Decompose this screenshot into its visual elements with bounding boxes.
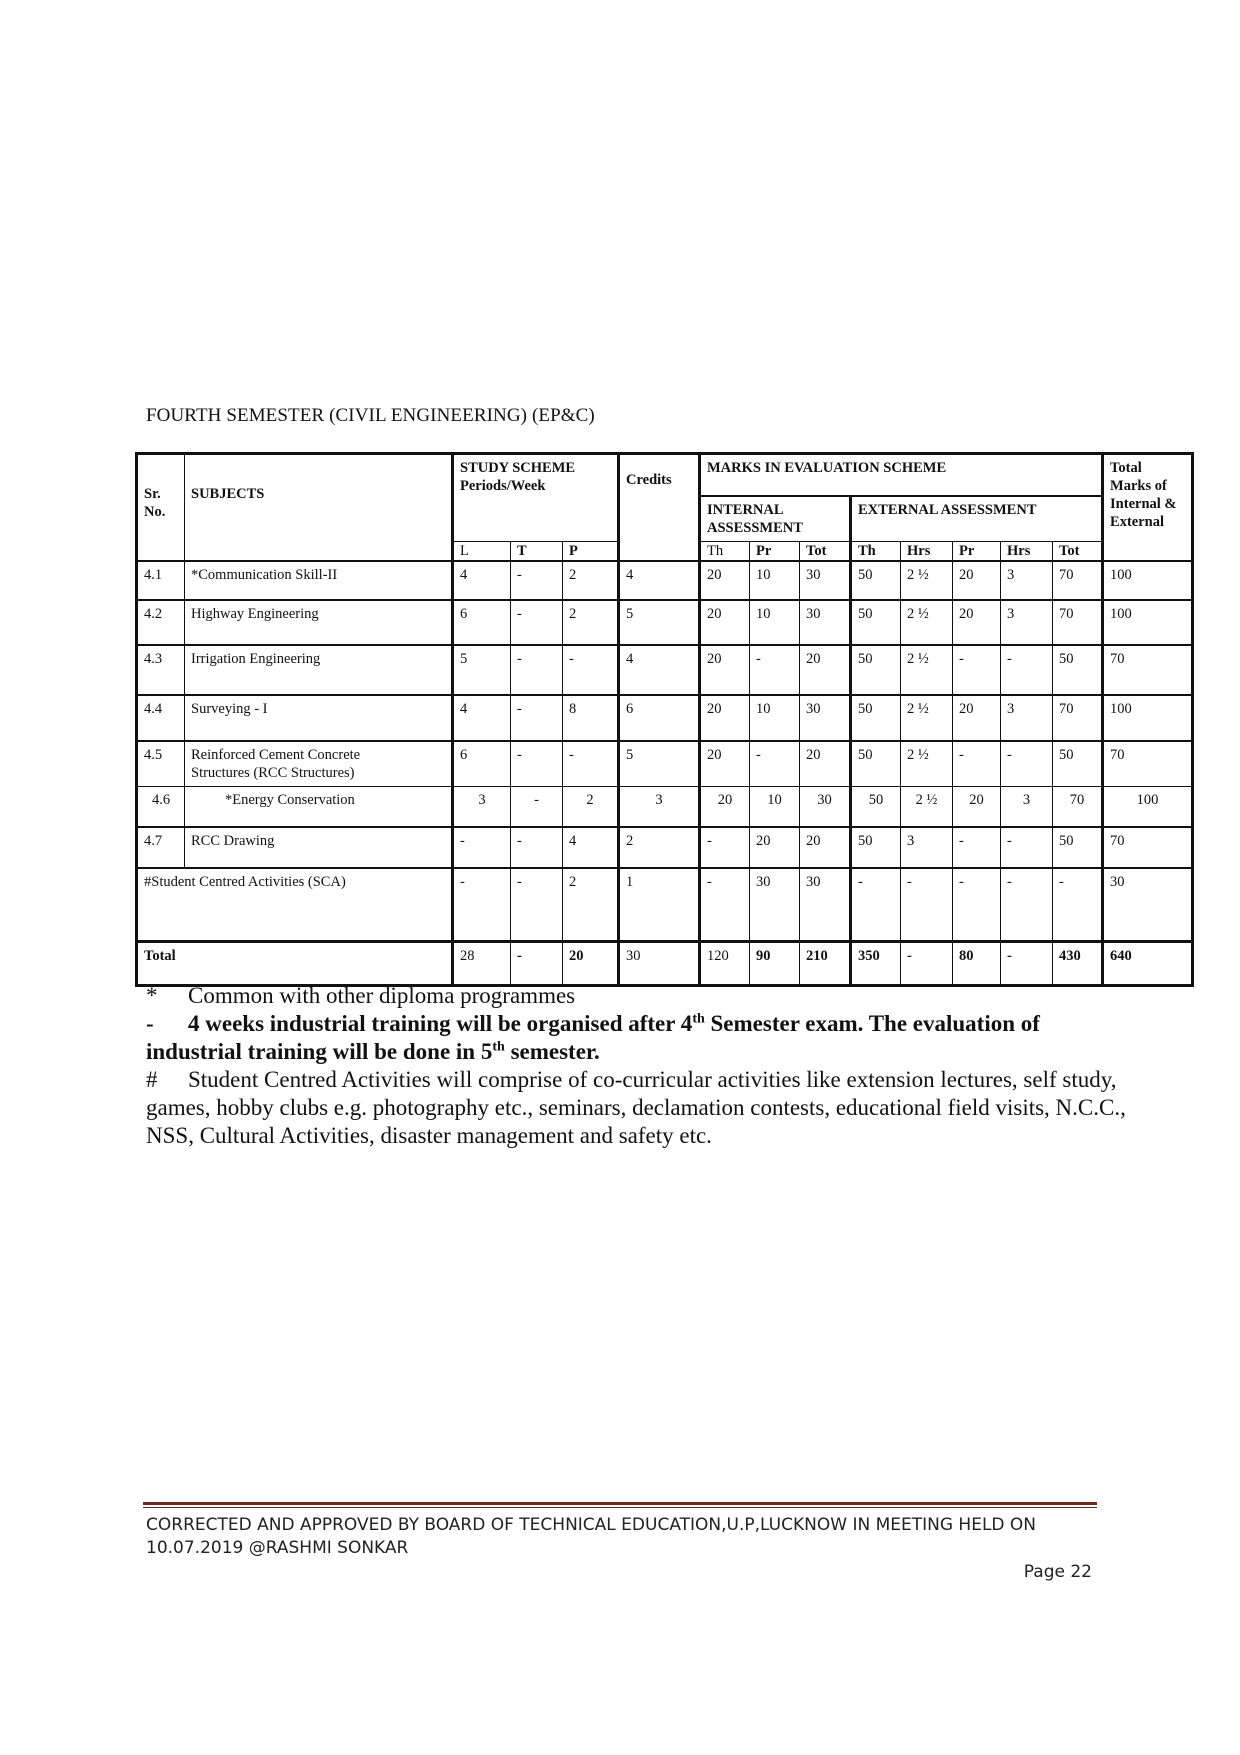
- external-hrs-cell: 2 ½: [901, 695, 953, 741]
- total-cell: 70: [1103, 741, 1193, 787]
- sr-cell: 4.4: [137, 695, 185, 741]
- footer-rule-thin: [143, 1507, 1097, 1508]
- subject-row: [137, 561, 1193, 600]
- l-cell: 5: [453, 645, 511, 695]
- p-cell: 2: [563, 561, 619, 600]
- credits-cell: 6: [619, 695, 700, 741]
- external-pr-cell: -: [953, 645, 1001, 695]
- internal-th-cell: 20: [700, 787, 750, 827]
- credits-cell: 3: [619, 787, 700, 827]
- note-superscript: th: [692, 1011, 705, 1027]
- internal-tot-cell: 210: [800, 942, 851, 986]
- credits-cell: 2: [619, 827, 700, 868]
- t-cell: -: [511, 942, 563, 986]
- subject-cell: *Energy Conservation: [185, 787, 453, 827]
- internal-pr-cell: -: [750, 645, 800, 695]
- note-text: Student Centred Activities will comprise of co-curricular activities like extension lectures, self study, games, hobby clubs e.g. photography etc., seminars, declamation contests, educational field visits, N.C.C., NSS, Cultural Activities, disaster management and safety etc.: [146, 1067, 1126, 1148]
- external-hrs-cell: -: [901, 942, 953, 986]
- subject-row: [137, 600, 1193, 645]
- total-label: Total: [137, 942, 453, 986]
- external-pr-cell: 20: [953, 695, 1001, 741]
- header-t: T: [511, 541, 563, 561]
- internal-pr-cell: 90: [750, 942, 800, 986]
- external-th-cell: 50: [851, 695, 901, 741]
- external-tot-cell: 430: [1053, 942, 1103, 986]
- t-cell: -: [511, 827, 563, 868]
- l-cell: 4: [453, 695, 511, 741]
- credits-cell: 1: [619, 868, 700, 942]
- header-internal-th: Th: [700, 541, 750, 561]
- header-external-tot: Tot: [1053, 541, 1103, 561]
- subject-cell: Reinforced Cement Concrete Structures (RCC Structures): [185, 741, 453, 787]
- internal-th-cell: 20: [700, 645, 750, 695]
- sr-cell: 4.3: [137, 645, 185, 695]
- external-hrs2-cell: -: [1001, 868, 1053, 942]
- credits-cell: 5: [619, 600, 700, 645]
- total-cell: 70: [1103, 645, 1193, 695]
- internal-pr-cell: 10: [750, 561, 800, 600]
- internal-th-cell: 20: [700, 561, 750, 600]
- header-internal-pr: Pr: [750, 541, 800, 561]
- total-cell: 100: [1103, 600, 1193, 645]
- credits-cell: 4: [619, 561, 700, 600]
- subject-row: [137, 741, 1193, 787]
- subject-cell: Highway Engineering: [185, 600, 453, 645]
- sr-cell: 4.6: [137, 787, 185, 827]
- external-hrs2-cell: 3: [1001, 695, 1053, 741]
- external-hrs-cell: 2 ½: [901, 741, 953, 787]
- p-cell: -: [563, 645, 619, 695]
- header-l: L: [453, 541, 511, 561]
- total-row: [137, 942, 1193, 986]
- t-cell: -: [511, 600, 563, 645]
- subject-cell: Irrigation Engineering: [185, 645, 453, 695]
- external-hrs-cell: 2 ½: [901, 787, 953, 827]
- external-tot-cell: 70: [1053, 695, 1103, 741]
- t-cell: -: [511, 561, 563, 600]
- external-tot-cell: 70: [1053, 561, 1103, 600]
- external-pr-cell: -: [953, 868, 1001, 942]
- l-cell: 28: [453, 942, 511, 986]
- t-cell: -: [511, 695, 563, 741]
- sca-label: #Student Centred Activities (SCA): [137, 868, 453, 942]
- subject-cell: Surveying - I: [185, 695, 453, 741]
- total-cell: 70: [1103, 827, 1193, 868]
- page-heading: FOURTH SEMESTER (CIVIL ENGINEERING) (EP&C): [146, 405, 595, 426]
- internal-tot-cell: 30: [800, 600, 851, 645]
- internal-pr-cell: 20: [750, 827, 800, 868]
- external-pr-cell: -: [953, 827, 1001, 868]
- external-th-cell: -: [851, 868, 901, 942]
- external-tot-cell: 50: [1053, 645, 1103, 695]
- internal-pr-cell: -: [750, 741, 800, 787]
- sr-cell: 4.2: [137, 600, 185, 645]
- external-tot-cell: 70: [1053, 787, 1103, 827]
- external-hrs-cell: 2 ½: [901, 645, 953, 695]
- external-th-cell: 50: [851, 827, 901, 868]
- external-pr-cell: 20: [953, 787, 1001, 827]
- internal-tot-cell: 30: [800, 695, 851, 741]
- internal-th-cell: -: [700, 827, 750, 868]
- external-th-cell: 50: [851, 787, 901, 827]
- external-hrs2-cell: 3: [1001, 787, 1053, 827]
- total-cell: 640: [1103, 942, 1193, 986]
- internal-th-cell: 20: [700, 741, 750, 787]
- header-total-marks: Total Marks of Internal & External: [1103, 454, 1193, 561]
- total-cell: 100: [1103, 561, 1193, 600]
- external-pr-cell: 80: [953, 942, 1001, 986]
- external-tot-cell: -: [1053, 868, 1103, 942]
- external-tot-cell: 70: [1053, 600, 1103, 645]
- internal-tot-cell: 20: [800, 741, 851, 787]
- external-hrs2-cell: -: [1001, 827, 1053, 868]
- internal-th-cell: 20: [700, 600, 750, 645]
- external-pr-cell: 20: [953, 600, 1001, 645]
- header-sr-no: Sr. No.: [137, 454, 185, 561]
- internal-th-cell: -: [700, 868, 750, 942]
- total-cell: 30: [1103, 868, 1193, 942]
- internal-pr-cell: 10: [750, 600, 800, 645]
- external-th-cell: 50: [851, 741, 901, 787]
- p-cell: 2: [563, 868, 619, 942]
- header-external-hrs-2: Hrs: [1001, 541, 1053, 561]
- l-cell: 4: [453, 561, 511, 600]
- subject-cell: *Communication Skill-II: [185, 561, 453, 600]
- external-hrs-cell: 3: [901, 827, 953, 868]
- external-hrs-cell: -: [901, 868, 953, 942]
- note-text: Semester exam. The evaluation of industrial training will be done in 5: [146, 1011, 1040, 1064]
- external-th-cell: 50: [851, 600, 901, 645]
- footer-text: CORRECTED AND APPROVED BY BOARD OF TECHNICAL EDUCATION,U.P,LUCKNOW IN MEETING HELD ON 10.07.2019 @RASHMI SONKAR: [146, 1515, 1037, 1558]
- note-text: Common with other diploma programmes: [188, 983, 576, 1008]
- p-cell: 4: [563, 827, 619, 868]
- external-hrs2-cell: 3: [1001, 561, 1053, 600]
- internal-tot-cell: 20: [800, 645, 851, 695]
- sr-cell: 4.7: [137, 827, 185, 868]
- internal-th-cell: 20: [700, 695, 750, 741]
- t-cell: -: [511, 741, 563, 787]
- p-cell: 2: [563, 787, 619, 827]
- footer-rule: [143, 1502, 1097, 1505]
- internal-tot-cell: 30: [800, 787, 851, 827]
- l-cell: 3: [453, 787, 511, 827]
- header-external-pr: Pr: [953, 541, 1001, 561]
- page-number: Page 22: [1023, 1562, 1092, 1582]
- l-cell: 6: [453, 600, 511, 645]
- internal-tot-cell: 20: [800, 827, 851, 868]
- note-marker: *: [146, 983, 158, 1008]
- note-superscript: th: [492, 1039, 505, 1055]
- subject-cell: RCC Drawing: [185, 827, 453, 868]
- sr-cell: 4.5: [137, 741, 185, 787]
- external-tot-cell: 50: [1053, 741, 1103, 787]
- sca-row: [137, 868, 1193, 942]
- header-subjects: SUBJECTS: [185, 454, 453, 561]
- note-marker: #: [146, 1067, 158, 1092]
- external-th-cell: 50: [851, 645, 901, 695]
- l-cell: 6: [453, 741, 511, 787]
- subject-row: [137, 827, 1193, 868]
- internal-pr-cell: 10: [750, 695, 800, 741]
- internal-pr-cell: 10: [750, 787, 800, 827]
- external-tot-cell: 50: [1053, 827, 1103, 868]
- header-external-th: Th: [851, 541, 901, 561]
- p-cell: 8: [563, 695, 619, 741]
- internal-th-cell: 120: [700, 942, 750, 986]
- notes: [146, 982, 1126, 1150]
- header-credits: Credits: [619, 454, 700, 561]
- sr-cell: 4.1: [137, 561, 185, 600]
- header-internal-assessment: INTERNAL ASSESSMENT: [700, 496, 851, 542]
- header-p: P: [563, 541, 619, 561]
- internal-tot-cell: 30: [800, 561, 851, 600]
- note-text: 4 weeks industrial training will be organised after 4: [188, 1011, 693, 1036]
- p-cell: -: [563, 741, 619, 787]
- subject-row: [137, 645, 1193, 695]
- external-pr-cell: -: [953, 741, 1001, 787]
- note-common: [146, 982, 1126, 1010]
- t-cell: -: [511, 645, 563, 695]
- evaluation-scheme-table: [135, 452, 1194, 987]
- subject-row: [137, 695, 1193, 741]
- note-text: semester.: [504, 1039, 600, 1064]
- credits-cell: 4: [619, 645, 700, 695]
- internal-pr-cell: 30: [750, 868, 800, 942]
- header-marks-evaluation: MARKS IN EVALUATION SCHEME: [700, 454, 1103, 496]
- external-pr-cell: 20: [953, 561, 1001, 600]
- external-hrs2-cell: -: [1001, 645, 1053, 695]
- note-industrial-training: [146, 1010, 1126, 1066]
- credits-cell: 5: [619, 741, 700, 787]
- internal-tot-cell: 30: [800, 868, 851, 942]
- external-hrs2-cell: -: [1001, 942, 1053, 986]
- total-cell: 100: [1103, 787, 1193, 827]
- header-internal-tot: Tot: [800, 541, 851, 561]
- l-cell: -: [453, 827, 511, 868]
- external-hrs-cell: 2 ½: [901, 561, 953, 600]
- p-cell: 2: [563, 600, 619, 645]
- subject-row: [137, 787, 1193, 827]
- external-th-cell: 350: [851, 942, 901, 986]
- external-hrs2-cell: -: [1001, 741, 1053, 787]
- credits-cell: 30: [619, 942, 700, 986]
- total-cell: 100: [1103, 695, 1193, 741]
- l-cell: -: [453, 868, 511, 942]
- header-external-hrs: Hrs: [901, 541, 953, 561]
- note-marker: -: [146, 1011, 154, 1036]
- external-th-cell: 50: [851, 561, 901, 600]
- t-cell: -: [511, 787, 563, 827]
- t-cell: -: [511, 868, 563, 942]
- header-study-scheme: STUDY SCHEME Periods/Week: [453, 454, 619, 542]
- external-hrs2-cell: 3: [1001, 600, 1053, 645]
- external-hrs-cell: 2 ½: [901, 600, 953, 645]
- p-cell: 20: [563, 942, 619, 986]
- note-sca: [146, 1066, 1126, 1150]
- header-external-assessment: EXTERNAL ASSESSMENT: [851, 496, 1103, 542]
